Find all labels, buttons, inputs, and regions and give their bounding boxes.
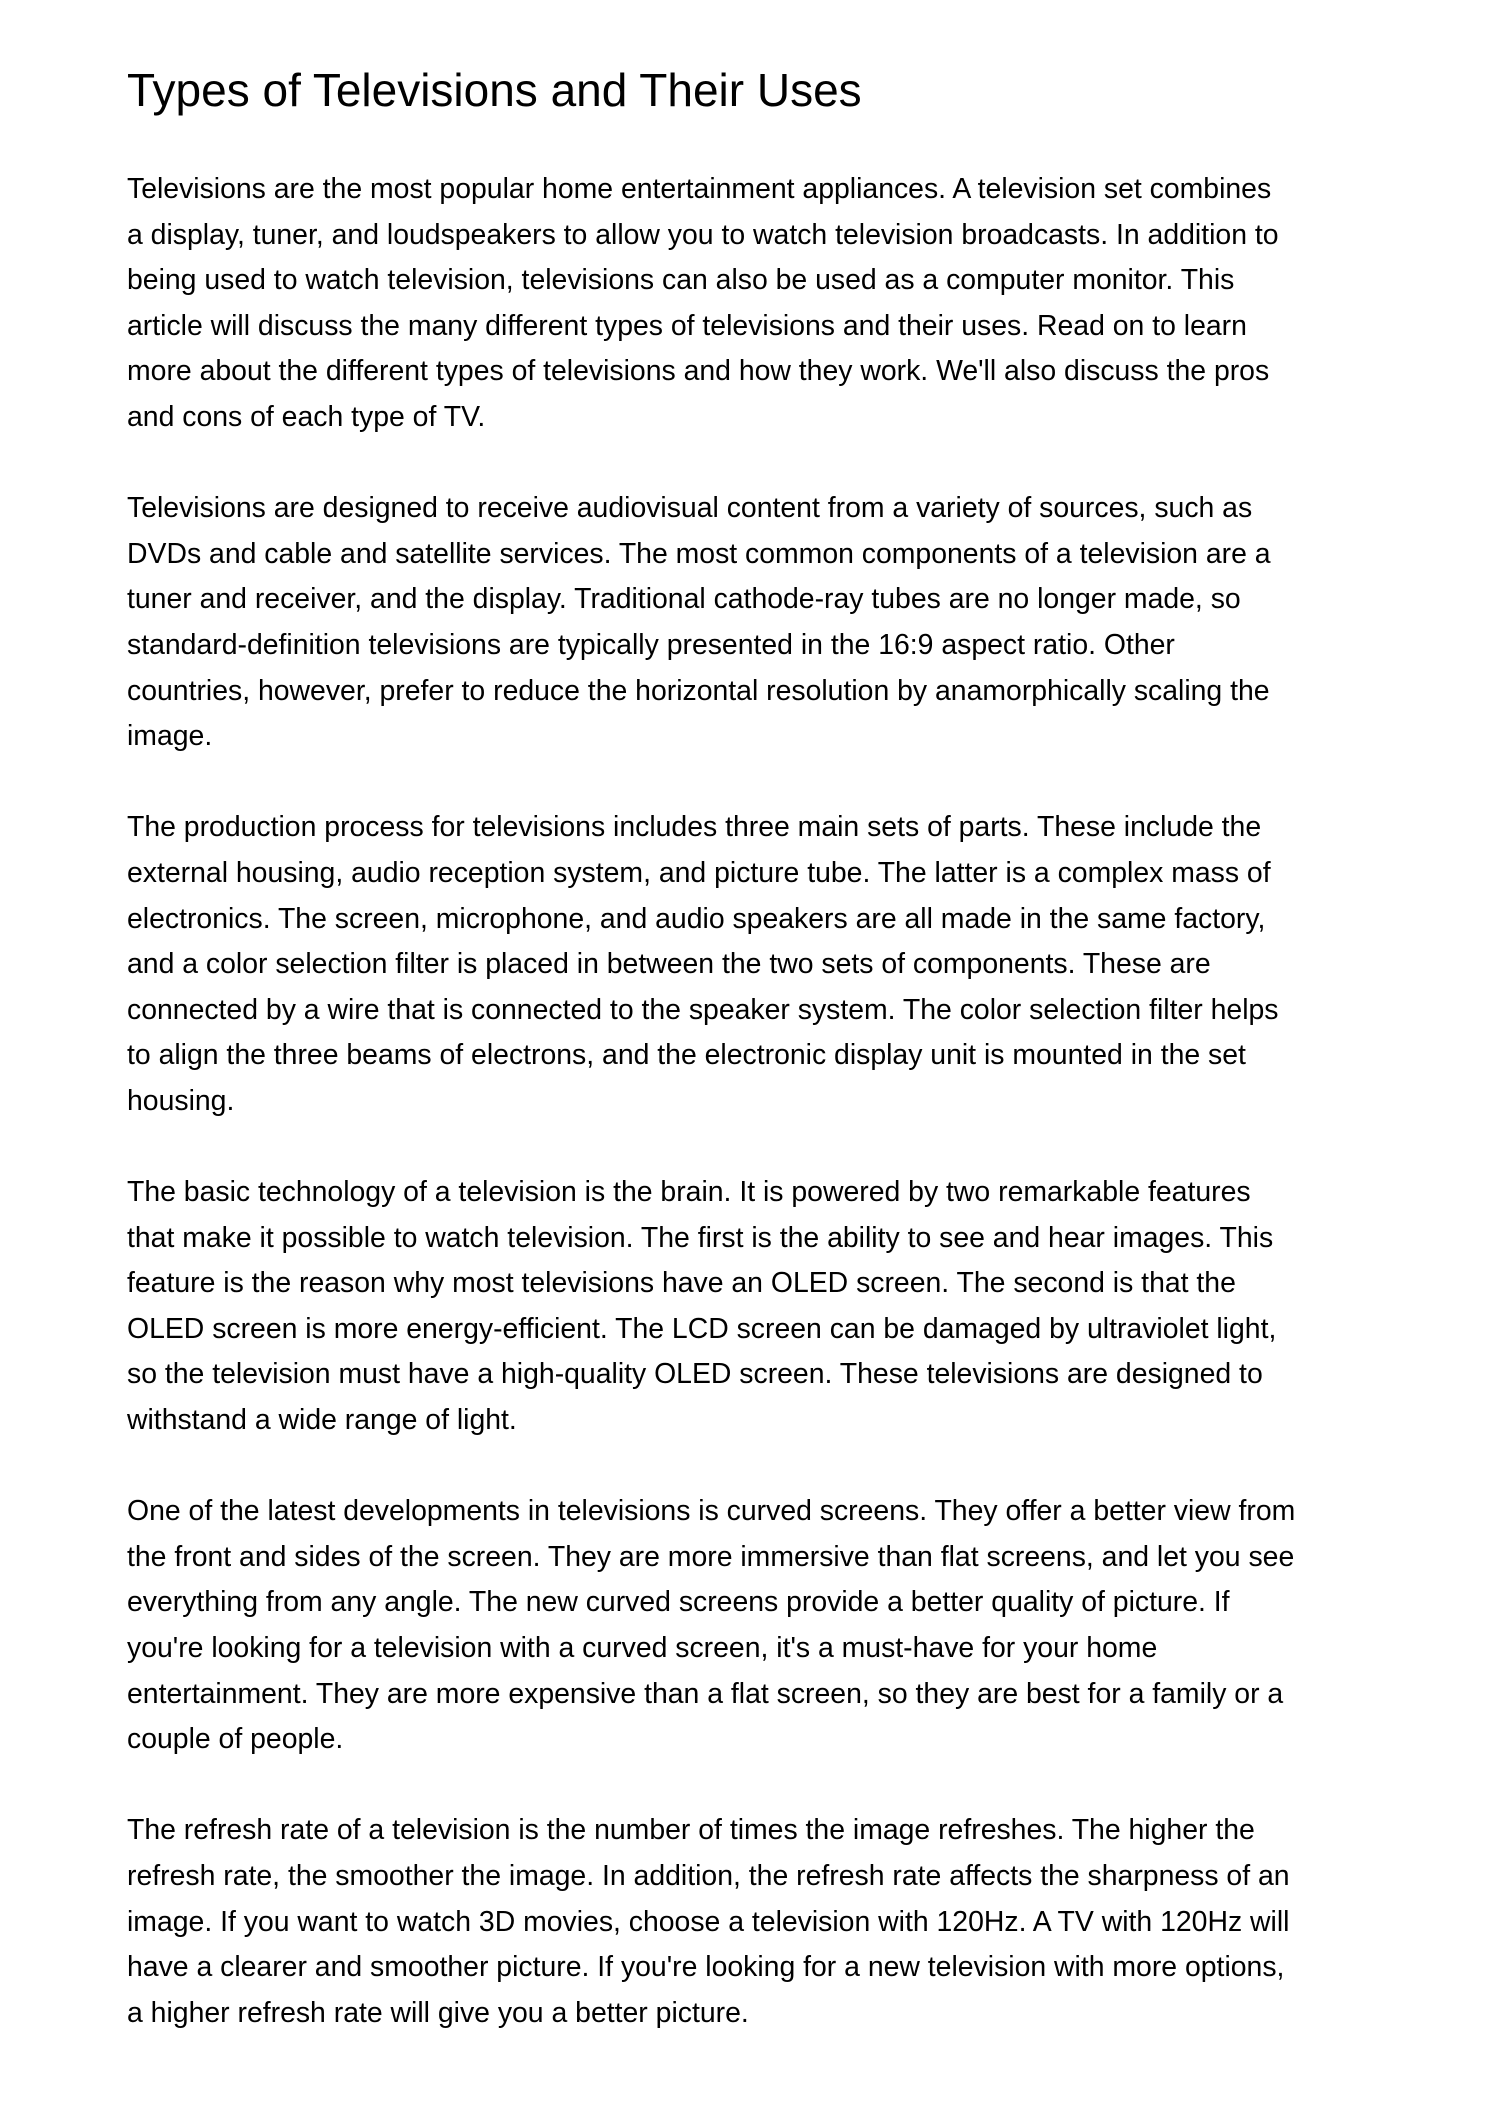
text-line: tuner and receiver, and the display. Traditional cathode-ray tubes are no longer made, so (127, 583, 1241, 616)
text-line: the front and sides of the screen. They are more immersive than flat screens, and let you see (127, 1540, 1295, 1573)
text-line: that make it possible to watch television. The first is the ability to see and hear images. This (127, 1221, 1274, 1254)
text-line: a higher refresh rate will give you a better picture. (127, 1996, 749, 2029)
text-line: withstand a wide range of light. (127, 1404, 517, 1437)
text-line: refresh rate, the smoother the image. In addition, the refresh rate affects the sharpness of an (127, 1859, 1290, 1892)
text-line: you're looking for a television with a curved screen, it's a must-have for your home (127, 1632, 1158, 1664)
text-line: so the television must have a high-quality OLED screen. These televisions are designed to (127, 1358, 1263, 1391)
text-line: The refresh rate of a television is the number of times the image refreshes. The higher the (127, 1814, 1255, 1847)
text-line: Televisions are the most popular home entertainment appliances. A television set combines (127, 173, 1272, 205)
text-line: feature is the reason why most televisions have an OLED screen. The second is that the (127, 1267, 1236, 1300)
text-line: housing. (127, 1084, 235, 1117)
text-line: everything from any angle. The new curved screens provide a better quality of picture. If (127, 1586, 1230, 1619)
text-line: a display, tuner, and loudspeakers to allow you to watch television broadcasts. In addition to (127, 218, 1279, 251)
text-line: to align the three beams of electrons, and the electronic display unit is mounted in the set (127, 1039, 1246, 1072)
paragraph-intro (127, 167, 1389, 441)
document-title: Types of Televisions and Their Uses (127, 64, 862, 116)
text-line: more about the different types of televisions and how they work. We'll also discuss the pros (127, 355, 1270, 388)
paragraph-production-process (127, 805, 1389, 1124)
text-line: standard-definition televisions are typically presented in the 16:9 aspect ratio. Other (127, 628, 1175, 661)
text-line: being used to watch television, televisions can also be used as a computer monitor. This (127, 264, 1235, 297)
text-line: Televisions are designed to receive audiovisual content from a variety of sources, such as (127, 492, 1253, 525)
text-line: connected by a wire that is connected to the speaker system. The color selection filter helps (127, 993, 1279, 1026)
text-line: couple of people. (127, 1723, 344, 1756)
text-line: electronics. The screen, microphone, and audio speakers are all made in the same factory, (127, 902, 1266, 935)
text-line: have a clearer and smoother picture. If you're looking for a new television with more options, (127, 1951, 1285, 1984)
paragraph-curved-screens (127, 1489, 1389, 1763)
text-line: The production process for televisions includes three main sets of parts. These include the (127, 811, 1262, 844)
text-line: countries, however, prefer to reduce the horizontal resolution by anamorphically scaling the (127, 674, 1270, 707)
paragraph-refresh-rate (127, 1808, 1389, 2036)
paragraph-content-sources (127, 486, 1389, 760)
paragraph-basic-technology (127, 1170, 1389, 1444)
text-line: OLED screen is more energy-efficient. The LCD screen can be damaged by ultraviolet light, (127, 1312, 1277, 1345)
text-line: DVDs and cable and satellite services. The most common components of a television are a (127, 537, 1271, 570)
text-line: image. If you want to watch 3D movies, choose a television with 120Hz. A TV with 120Hz will (127, 1905, 1290, 1938)
text-line: and a color selection filter is placed in between the two sets of components. These are (127, 948, 1211, 981)
text-line: article will discuss the many different types of televisions and their uses. Read on to learn (127, 309, 1247, 342)
text-line: and cons of each type of TV. (127, 400, 486, 433)
text-line: external housing, audio reception system, and picture tube. The latter is a complex mass of (127, 856, 1271, 889)
document-body (127, 167, 1389, 2082)
text-line: One of the latest developments in televisions is curved screens. They offer a better view from (127, 1495, 1296, 1528)
text-line: image. (127, 720, 213, 753)
text-line: entertainment. They are more expensive than a flat screen, so they are best for a family or a (127, 1677, 1284, 1710)
text-line: The basic technology of a television is the brain. It is powered by two remarkable features (127, 1176, 1251, 1209)
